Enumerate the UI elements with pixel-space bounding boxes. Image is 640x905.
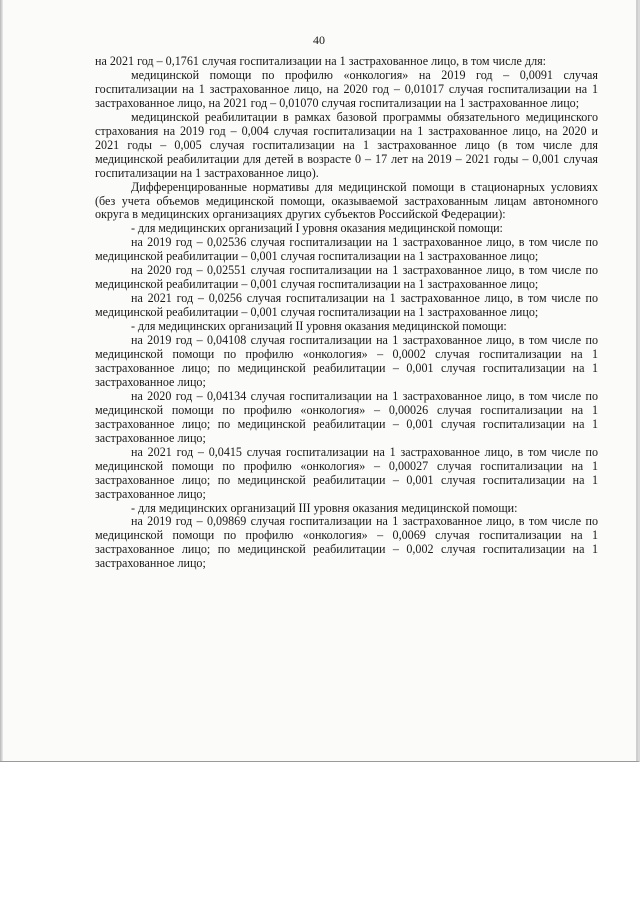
scan-edge-right [636,0,638,762]
paragraph: медицинской реабилитации в рамках базовой программы обязательного медицинского страхования на 2019 год – 0,004 случая госпитализации на 1 застрахованное лицо, на 2020 и 2021 годы – 0,005 случая госпитализации на 1 застрахованное лицо (в том числе для медицинской реабилитации для детей в возрасте 0 – 17 лет на 2019 – 2021 годы – 0,001 случая госпитализации на 1 застрахованное лицо). [95,109,598,180]
page-number: 40 [313,33,325,47]
paragraph: на 2019 год – 0,02536 случая госпитализации на 1 застрахованное лицо, в том числе по медицинской реабилитации – 0,001 случая госпитализации на 1 застрахованное лицо; [95,235,598,264]
paragraph: - для медицинских организаций I уровня оказания медицинской помощи: [131,221,503,236]
paragraph: - для медицинских организаций III уровня оказания медицинской помощи: [131,500,518,515]
paragraph: на 2021 год – 0,0256 случая госпитализации на 1 застрахованное лицо, в том числе по медицинской реабилитации – 0,001 случая госпитализации на 1 застрахованное лицо; [95,291,598,320]
paragraph: на 2021 год – 0,0415 случая госпитализации на 1 застрахованное лицо, в том числе по медицинской помощи по профилю «онкология» – 0,00027 случая госпитализации на 1 застрахованное лицо; по медицинской реабилитации – 0,001 случая госпитализации на 1 застрахованное лицо; [95,444,598,501]
paragraph: медицинской помощи по профилю «онкология» на 2019 год – 0,0091 случая госпитализации на 1 застрахованное лицо, на 2020 год – 0,01017 случая госпитализации на 1 застрахованное лицо, на 2021 год – 0,01070 случая госпитализации на 1 застрахованное лицо; [95,67,598,110]
paragraph: на 2020 год – 0,04134 случая госпитализации на 1 застрахованное лицо, в том числе по медицинской помощи по профилю «онкология» – 0,00026 случая госпитализации на 1 застрахованное лицо; по медицинской реабилитации – 0,001 случая госпитализации на 1 застрахованное лицо; [95,388,598,445]
paragraph: Дифференцированные нормативы для медицинской помощи в стационарных условиях (без учета объемов медицинской помощи, оказываемой застрахованным лицам автономного округа в медицинских организациях других субъектов Российской Федерации): [95,179,598,222]
scan-edge-left [0,0,3,762]
paragraph: на 2020 год – 0,02551 случая госпитализации на 1 застрахованное лицо, в том числе по медицинской реабилитации – 0,001 случая госпитализации на 1 застрахованное лицо; [95,263,598,292]
paragraph: на 2021 год – 0,1761 случая госпитализации на 1 застрахованное лицо, в том числе для: [95,54,547,68]
paragraph: на 2019 год – 0,09869 случая госпитализации на 1 застрахованное лицо, в том числе по медицинской помощи по профилю «онкология» – 0,0069 случая госпитализации на 1 застрахованное лицо; по медицинской реабилитации – 0,002 случая госпитализации на 1 застрахованное лицо; [95,514,598,571]
body-text [95,55,598,571]
paragraph: - для медицинских организаций II уровня оказания медицинской помощи: [131,319,507,334]
paragraph: на 2019 год – 0,04108 случая госпитализации на 1 застрахованное лицо, в том числе по медицинской помощи по профилю «онкология» – 0,0002 случая госпитализации на 1 застрахованное лицо; по медицинской реабилитации – 0,001 случая госпитализации на 1 застрахованное лицо; [95,333,598,389]
